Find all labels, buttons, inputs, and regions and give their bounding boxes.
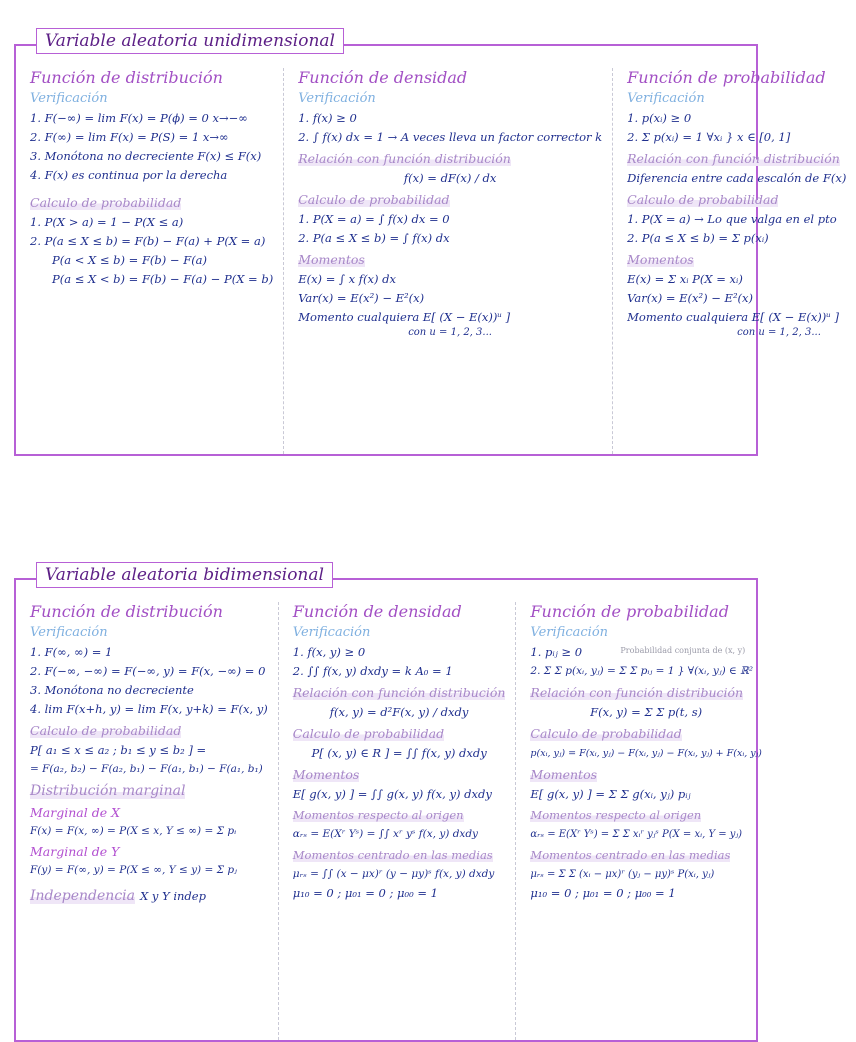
formula-line: 3. Monótona no decreciente F(x) ≤ F(x) — [30, 149, 262, 163]
origin-moments-label: Momentos respecto al origen — [292, 808, 464, 822]
formula-line: 2. P(a ≤ X ≤ b) = F(b) − F(a) + P(X = a) — [30, 234, 266, 248]
moments-label: Momentos — [627, 252, 694, 267]
joint-probability-note: Probabilidad conjunta de (x, y) — [620, 646, 746, 655]
formula-line: 1. p(xᵢ) ≥ 0 — [627, 111, 692, 125]
verification-label: Verificación — [30, 91, 108, 106]
formula-line: E[ g(x, y) ] = Σ Σ g(xᵢ, yⱼ) pᵢⱼ — [530, 787, 691, 801]
formula-line: E(x) = ∫ x f(x) dx — [298, 272, 396, 286]
distribution-function-column — [16, 68, 283, 454]
formula-line: Momento cualquiera E[ (X − E(x))ᵘ ] — [627, 310, 840, 324]
formula-line: 2. Σ Σ p(xᵢ, yⱼ) = Σ Σ pᵢⱼ = 1 } ∀(xᵢ, yⱼ) ∈ ℝ² — [530, 665, 754, 677]
formula-line: 1. P(X = a) → Lo que valga en el pto — [627, 212, 837, 226]
formula-line: 2. F(∞) = lim F(x) = P(S) = 1 x→∞ — [30, 130, 229, 144]
probability-calc-label: Calculo de probabilidad — [298, 192, 450, 207]
section-title: Variable aleatoria unidimensional — [36, 28, 344, 54]
formula-line: 1. F(−∞) = lim F(x) = P(ϕ) = 0 x→−∞ — [30, 111, 248, 125]
formula-line: 4. lim F(x+h, y) = lim F(x, y+k) = F(x, y) — [30, 702, 268, 716]
formula-line: P[ a₁ ≤ x ≤ a₂ ; b₁ ≤ y ≤ b₂ ] = — [30, 743, 207, 757]
density-function-column — [278, 602, 516, 1040]
formula-line: P[ (x, y) ∈ R ] = ∫∫ f(x, y) dxdy — [311, 746, 487, 760]
marginal-y-label: Marginal de Y — [30, 844, 120, 859]
density-function-column — [283, 68, 612, 454]
formula-line: 1. P(X > a) = 1 − P(X ≤ a) — [30, 215, 184, 229]
probability-function-column — [515, 602, 771, 1040]
formula-line: 1. pᵢⱼ ≥ 0 — [530, 645, 583, 659]
relation-label: Relación con función distribución — [627, 151, 840, 166]
formula-line: Var(x) = E(x²) − E²(x) — [627, 291, 754, 305]
formula-line: μᵣₛ = ∫∫ (x − μx)ʳ (y − μy)ˢ f(x, y) dxdy — [292, 868, 495, 880]
formula-line: 1. F(∞, ∞) = 1 — [30, 645, 113, 659]
formula-line: P(a < X ≤ b) = F(b) − F(a) — [52, 253, 208, 267]
formula-line: 1. f(x, y) ≥ 0 — [292, 645, 366, 659]
probability-calc-label: Calculo de probabilidad — [30, 195, 182, 210]
column-heading: Función de distribución — [30, 68, 223, 87]
probability-calc-label: Calculo de probabilidad — [292, 726, 445, 741]
distribution-function-column — [16, 602, 278, 1040]
formula-note: con u = 1, 2, 3... — [737, 327, 821, 338]
formula-line: Diferencia entre cada escalón de F(x) — [627, 171, 847, 185]
bidimensional-section — [14, 565, 762, 1042]
formula-line: μᵣₛ = Σ Σ (xᵢ − μx)ʳ (yⱼ − μy)ˢ P(xᵢ, yⱼ) — [530, 869, 715, 880]
formula-line: = F(a₂, b₂) − F(a₂, b₁) − F(a₁, b₁) − F(a₁, b₁) — [30, 763, 263, 775]
column-heading: Función de probabilidad — [530, 602, 729, 621]
formula-line: μ₁₀ = 0 ; μ₀₁ = 0 ; μ₀₀ = 1 — [530, 886, 676, 900]
formula-line: 2. P(a ≤ X ≤ b) = Σ p(xᵢ) — [627, 231, 769, 245]
relation-label: Relación con función distribución — [530, 685, 744, 700]
formula-line: 2. ∫ f(x) dx = 1 → A veces lleva un factor corrector k — [298, 130, 603, 144]
formula-line: 1. P(X = a) = ∫ f(x) dx = 0 — [298, 212, 450, 226]
formula-line: p(xᵢ, yⱼ) = F(xᵢ, yⱼ) − F(xᵢ, yⱼ) − F(xᵢ, yⱼ) + F(xᵢ, yⱼ) — [530, 748, 762, 759]
column-heading: Función de densidad — [292, 602, 462, 621]
verification-label: Verificación — [298, 91, 376, 106]
formula-line: Var(x) = E(x²) − E²(x) — [298, 291, 425, 305]
formula-line: F(x, y) = Σ Σ p(t, s) — [590, 705, 703, 719]
formula-line: E[ g(x, y) ] = ∫∫ g(x, y) f(x, y) dxdy — [292, 787, 492, 801]
formula-line: 2. ∫∫ f(x, y) dxdy = k A₀ = 1 — [292, 664, 453, 678]
formula-line: 2. Σ p(xᵢ) = 1 ∀xᵢ } x ∈ [0, 1] — [627, 130, 791, 144]
formula-line: μ₁₀ = 0 ; μ₀₁ = 0 ; μ₀₀ = 1 — [292, 886, 438, 900]
moments-label: Momentos — [298, 252, 365, 267]
column-heading: Función de probabilidad — [627, 68, 826, 87]
formula-line: Momento cualquiera E[ (X − E(x))ᵘ ] — [298, 310, 511, 324]
marginal-x-label: Marginal de X — [30, 805, 120, 820]
probability-calc-label: Calculo de probabilidad — [627, 192, 779, 207]
column-heading: Función de distribución — [30, 602, 223, 621]
formula-line: E(x) = Σ xᵢ P(X = xᵢ) — [627, 272, 743, 286]
relation-label: Relación con función distribución — [298, 151, 511, 166]
formula-line: P(a ≤ X < b) = F(b) − F(a) − P(X = b) — [52, 272, 274, 286]
independence-row — [30, 884, 268, 907]
probability-calc-label: Calculo de probabilidad — [30, 723, 182, 738]
independence-label: Independencia — [30, 888, 135, 904]
relation-label: Relación con función distribución — [292, 685, 506, 700]
probability-calc-label: Calculo de probabilidad — [530, 726, 682, 741]
origin-moments-label: Momentos respecto al origen — [530, 808, 702, 822]
central-moments-label: Momentos centrado en las medias — [292, 848, 493, 862]
section-title: Variable aleatoria bidimensional — [36, 562, 333, 588]
formula-line: 2. F(−∞, −∞) = F(−∞, y) = F(x, −∞) = 0 — [30, 664, 266, 678]
marginal-distribution-label: Distribución marginal — [30, 783, 186, 799]
independence-text: X y Y indep — [140, 889, 206, 903]
probability-function-column — [612, 68, 856, 454]
formula-line: 2. P(a ≤ X ≤ b) = ∫ f(x) dx — [298, 231, 450, 245]
verification-label: Verificación — [30, 625, 108, 640]
moments-label: Momentos — [530, 767, 598, 782]
unidimensional-section — [14, 31, 847, 456]
formula-line: αᵣₛ = E(Xʳ Yˢ) = Σ Σ xᵢʳ yⱼˢ P(X = xᵢ, Y = yⱼ) — [530, 829, 742, 840]
formula-line: 1. f(x) ≥ 0 — [298, 111, 357, 125]
formula-note: con u = 1, 2, 3... — [408, 327, 492, 338]
formula-line: 4. F(x) es continua por la derecha — [30, 168, 228, 182]
formula-line: F(x) = F(x, ∞) = P(X ≤ x, Y ≤ ∞) = Σ pᵢ — [30, 825, 237, 837]
verification-label: Verificación — [627, 91, 705, 106]
formula-line: 3. Monótona no decreciente — [30, 683, 194, 697]
verification-label: Verificación — [530, 625, 609, 640]
formula-line: αᵣₛ = E(Xʳ Yˢ) = ∫∫ xʳ yˢ f(x, y) dxdy — [292, 828, 478, 840]
formula-line: f(x) = dF(x) / dx — [403, 171, 497, 185]
formula-line: f(x, y) = d²F(x, y) / dxdy — [329, 705, 469, 719]
verification-label: Verificación — [292, 625, 371, 640]
column-heading: Función de densidad — [298, 68, 468, 87]
moments-label: Momentos — [292, 767, 360, 782]
central-moments-label: Momentos centrado en las medias — [530, 848, 731, 862]
formula-line: F(y) = F(∞, y) = P(X ≤ ∞, Y ≤ y) = Σ pⱼ — [30, 864, 237, 876]
